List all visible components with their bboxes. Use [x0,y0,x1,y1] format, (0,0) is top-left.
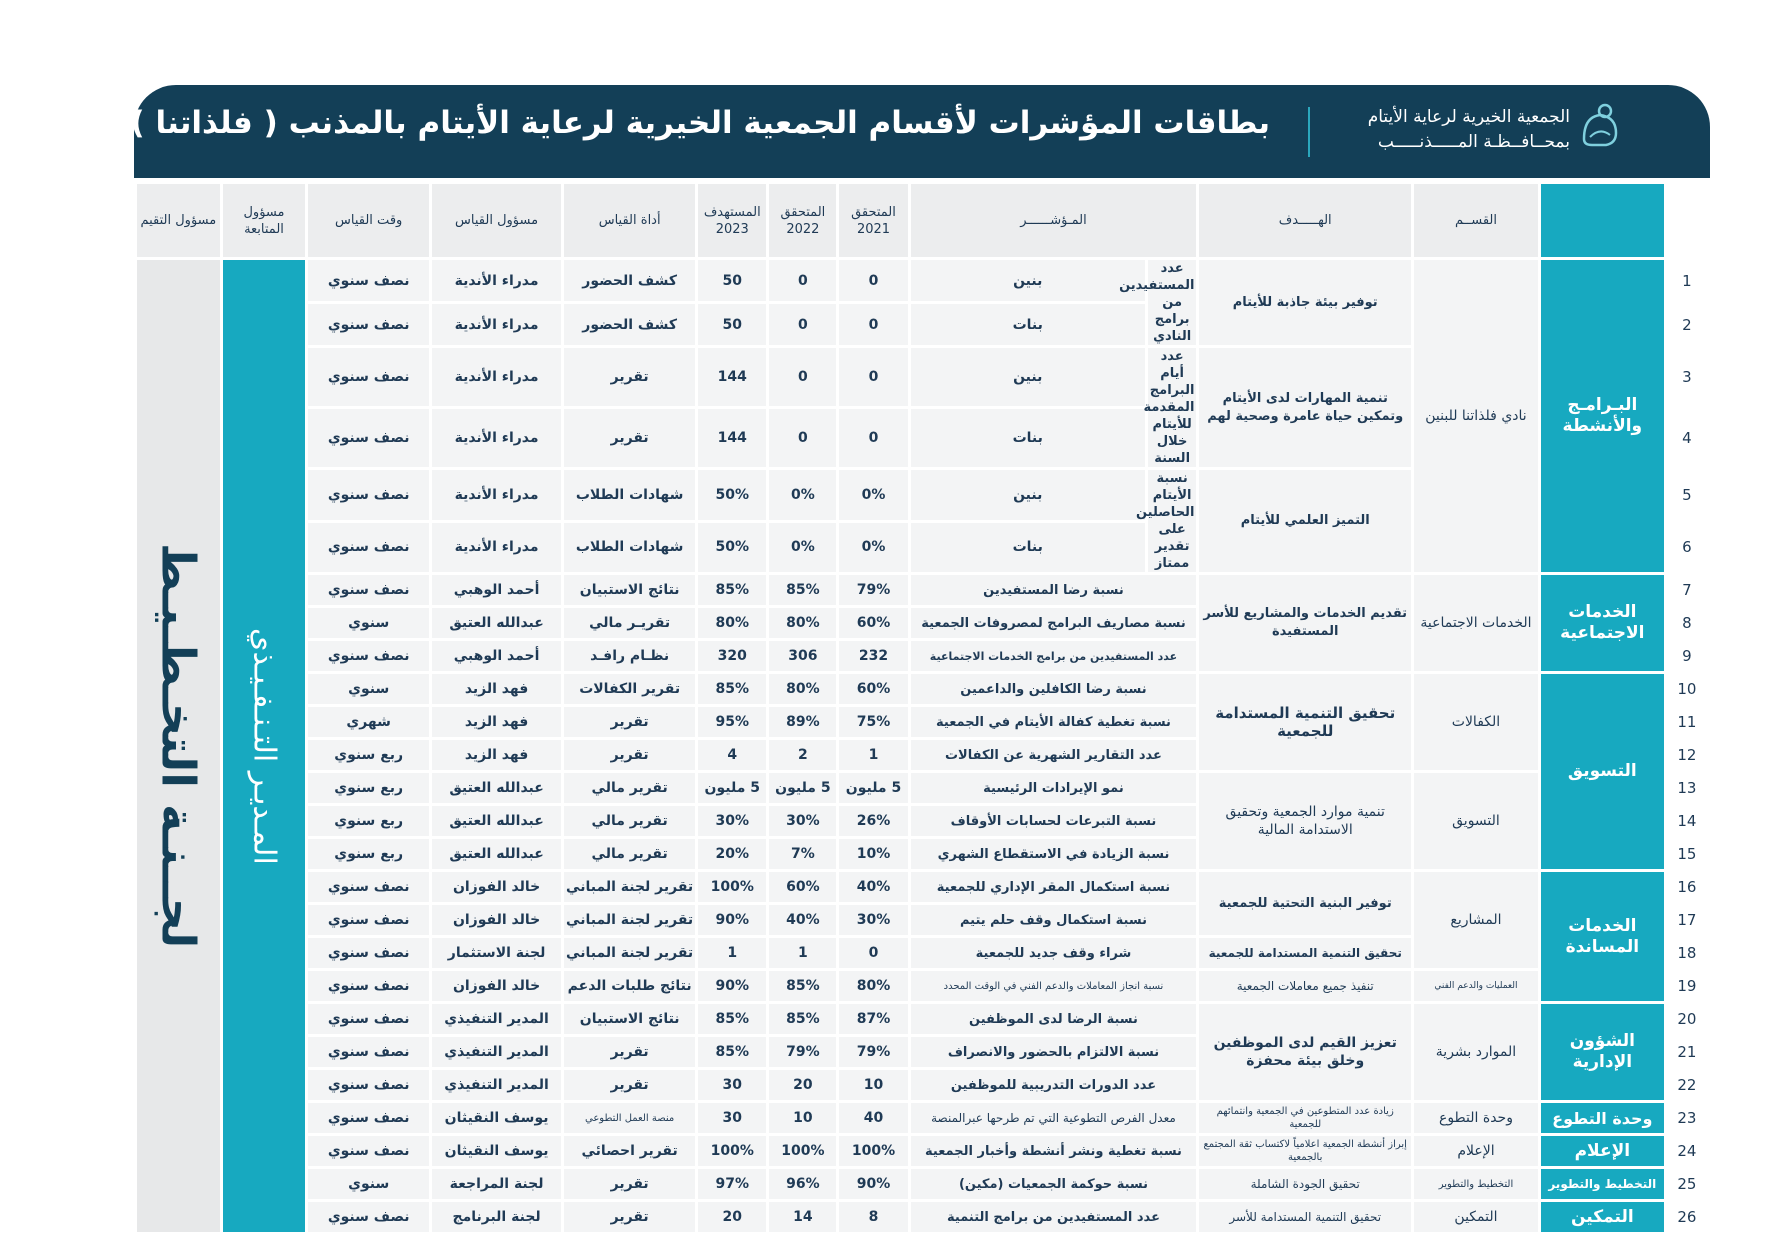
row-number: 15 [1667,839,1707,869]
row-number: 3 [1667,348,1707,406]
measure-time-cell: نصف سنوي [308,641,429,671]
table-row [137,773,1707,803]
target-2023-cell: 95% [698,707,766,737]
table-row [137,971,1707,1001]
indicator-cell: معدل الفرص التطوعية التي تم طرحها عبرالمنصة [911,1103,1197,1133]
target-2023-cell: 50 [698,260,766,301]
achieved-2021-cell: 0 [839,409,907,467]
achieved-2021-cell: 5 مليون [839,773,907,803]
gender-cell: بنين [911,348,1145,406]
row-number: 14 [1667,806,1707,836]
indicator-cell: نسبة الرضا لدى الموظفين [911,1004,1197,1034]
achieved-2021-cell: 8 [839,1202,907,1232]
target-2023-cell: 80% [698,608,766,638]
measure-tool-cell: تقرير [564,1070,695,1100]
measure-time-cell: ربع سنوي [308,740,429,770]
table-row [137,872,1707,902]
achieved-2021-cell: 100% [839,1136,907,1166]
header-bar [0,85,1710,178]
section-cell: وحدة التطوع [1414,1103,1538,1133]
org-name-line2: بمحــافــظـة المـــــذنـــــب [1377,132,1570,152]
table-row [137,1136,1707,1166]
measure-owner-cell: يوسف النقيثان [432,1103,561,1133]
measure-owner-cell: المدير التنفيذي [432,1004,561,1034]
measure-tool-cell: تقرير لجنة المباني [564,905,695,935]
row-number: 16 [1667,872,1707,902]
measure-owner-cell: أحمد الوهبي [432,575,561,605]
achieved-2021-cell: 232 [839,641,907,671]
achieved-2022-cell: 14 [769,1202,836,1232]
target-2023-cell: 320 [698,641,766,671]
indicator-cell: نسبة تغطية ونشر أنشطة وأخبار الجمعية [911,1136,1197,1166]
achieved-2021-cell: 80% [839,971,907,1001]
col-header-achieved-2021: المتحقق 2021 [839,184,907,257]
achieved-2021-cell: 75% [839,707,907,737]
achieved-2021-cell: 10% [839,839,907,869]
measure-owner-cell: مدراء الأندية [432,409,561,467]
measure-time-cell: نصف سنوي [308,1202,429,1232]
indicator-cell: عدد المستفيدين من برامج النادي [1119,261,1195,344]
indicator-cell: نسبة رضا الكافلين والداعمين [911,674,1197,704]
measure-owner-cell: لجنة المراجعة [432,1169,561,1199]
indicator-cell: نسبة انجاز المعاملات والدعم الفني في الوقت المحدد [911,971,1197,1001]
achieved-2021-cell: 26% [839,806,907,836]
row-number: 9 [1667,641,1707,671]
target-2023-cell: 20% [698,839,766,869]
achieved-2021-cell: 79% [839,575,907,605]
goal-cell: توفير بيئة جاذبة للأيتام [1199,260,1411,345]
achieved-2022-cell: 40% [769,905,836,935]
gender-cell: بنين [911,470,1145,520]
achieved-2022-cell: 10 [769,1103,836,1133]
measure-time-cell: شهري [308,707,429,737]
measure-owner-cell: خالد الفوزان [432,905,561,935]
table-row [137,1004,1707,1034]
header-divider [1308,107,1310,157]
section-cell: التسويق [1414,773,1538,869]
achieved-2022-cell: 89% [769,707,836,737]
achieved-2022-cell: 85% [769,575,836,605]
achieved-2021-cell: 60% [839,674,907,704]
target-2023-cell: 50% [698,470,766,520]
measure-tool-cell: تقرير [564,1202,695,1232]
target-2023-cell: 1 [698,938,766,968]
measure-time-cell: نصف سنوي [308,1037,429,1067]
achieved-2022-cell: 1 [769,938,836,968]
achieved-2022-cell: 85% [769,1004,836,1034]
col-header-achieved-2022: المتحقق 2022 [769,184,836,257]
table-row [137,575,1707,605]
measure-owner-cell: مدراء الأندية [432,304,561,345]
measure-owner-cell: لجنة البرنامج [432,1202,561,1232]
col-header-section: القســم [1414,184,1538,257]
goal-cell: تقديم الخدمات والمشاريع للأسر المستفيدة [1199,575,1411,671]
target-2023-cell: 30 [698,1070,766,1100]
measure-time-cell: نصف سنوي [308,905,429,935]
department-cell: التخطيط والتطوير [1541,1169,1664,1199]
target-2023-cell: 144 [698,348,766,406]
achieved-2021-cell: 0 [839,938,907,968]
target-2023-cell: 85% [698,674,766,704]
target-2023-cell: 5 مليون [698,773,766,803]
achieved-2021-cell: 87% [839,1004,907,1034]
measure-owner-cell: عبدالله العتيق [432,806,561,836]
measure-owner-cell: المدير التنفيذي [432,1037,561,1067]
measure-owner-cell: عبدالله العتيق [432,608,561,638]
measure-tool-cell: نظـام رافـد [564,641,695,671]
achieved-2022-cell: 0 [769,409,836,467]
measure-owner-cell: عبدالله العتيق [432,839,561,869]
achieved-2022-cell: 30% [769,806,836,836]
measure-time-cell: نصف سنوي [308,1103,429,1133]
row-number: 5 [1667,470,1707,520]
indicator-cell: عدد المستفيدين من برامج الخدمات الاجتماعية [911,641,1197,671]
goal-cell: تحقيق التنمية المستدامة للجمعية [1199,938,1411,968]
goal-cell: توفير البنية التحتية للجمعية [1199,872,1411,935]
row-number: 20 [1667,1004,1707,1034]
target-2023-cell: 100% [698,872,766,902]
row-number: 11 [1667,707,1707,737]
row-number: 12 [1667,740,1707,770]
col-header-target-2023: المستهدف 2023 [698,184,766,257]
measure-tool-cell: تقرير لجنة المباني [564,938,695,968]
indicator-cell: نسبة التبرعات لحسابات الأوقاف [911,806,1197,836]
table-row [137,260,1707,301]
col-header-evaluator: مسؤول التقيم [137,184,220,257]
goal-cell: التميز العلمي للأيتام [1199,470,1411,572]
department-cell: الشؤون الإدارية [1541,1004,1664,1100]
measure-tool-cell: تقرير [564,1169,695,1199]
measure-tool-cell: نتائج الاستبيان [564,575,695,605]
row-number: 7 [1667,575,1707,605]
measure-tool-cell: منصة العمل التطوعي [564,1103,695,1133]
achieved-2022-cell: 60% [769,872,836,902]
section-cell: الخدمات الاجتماعية [1414,575,1538,671]
measure-tool-cell: شهادات الطلاب [564,470,695,520]
achieved-2021-cell: 40 [839,1103,907,1133]
department-cell: التمكين [1541,1202,1664,1232]
achieved-2021-cell: 0 [839,304,907,345]
measure-owner-cell: يوسف النقيثان [432,1136,561,1166]
achieved-2021-cell: 90% [839,1169,907,1199]
measure-time-cell: ربع سنوي [308,839,429,869]
col-header-follow-up: مسؤول المتابعة [223,184,306,257]
evaluator-cell [137,260,220,1232]
row-number: 13 [1667,773,1707,803]
goal-cell: زيادة عدد المتطوعين في الجمعية وانتمائهم للجمعية [1199,1103,1411,1133]
department-cell: الخدمات الاجتماعية [1541,575,1664,671]
target-2023-cell: 30% [698,806,766,836]
table-row [137,1202,1707,1232]
row-number: 25 [1667,1169,1707,1199]
indicator-cell: نسبة استكمال المقر الإداري للجمعية [911,872,1197,902]
measure-tool-cell: تقرير [564,409,695,467]
measure-time-cell: نصف سنوي [308,575,429,605]
col-header-goal: الهـــــدف [1199,184,1411,257]
col-header-department [1541,184,1664,257]
section-cell: التخطيط والتطوير [1414,1169,1538,1199]
target-2023-cell: 50% [698,523,766,573]
follow-up-label: المـديـر التـنـفـيـذي [246,627,282,865]
achieved-2022-cell: 85% [769,971,836,1001]
target-2023-cell: 50 [698,304,766,345]
measure-time-cell: نصف سنوي [308,1004,429,1034]
indicator-cell: نسبة استكمال وقف حلم يتيم [911,905,1197,935]
gender-cell: بنات [911,409,1145,467]
measure-time-cell: سنوي [308,1169,429,1199]
goal-cell: تنفيذ جميع معاملات الجمعية [1199,971,1411,1001]
measure-tool-cell: نتائج الاستبيان [564,1004,695,1034]
measure-owner-cell: فهد الزيد [432,674,561,704]
col-header-measure-tool: أداة القياس [564,184,695,257]
measure-time-cell: نصف سنوي [308,938,429,968]
row-number: 4 [1667,409,1707,467]
achieved-2021-cell: 60% [839,608,907,638]
row-number: 21 [1667,1037,1707,1067]
measure-owner-cell: خالد الفوزان [432,971,561,1001]
section-cell: الكفالات [1414,674,1538,770]
measure-owner-cell: أحمد الوهبي [432,641,561,671]
measure-tool-cell: تقرير مالي [564,773,695,803]
measure-tool-cell: شهادات الطلاب [564,523,695,573]
indicator-cell: نسبة الأيتام الحاصلين على تقدير ممتاز [1135,471,1195,571]
measure-time-cell: ربع سنوي [308,806,429,836]
measure-time-cell: نصف سنوي [308,470,429,520]
section-cell: الموارد بشرية [1414,1004,1538,1100]
indicator-cell: نسبة الالتزام بالحضور والانصراف [911,1037,1197,1067]
measure-time-cell: نصف سنوي [308,971,429,1001]
indicator-cell: شراء وقف جديد للجمعية [911,938,1197,968]
measure-time-cell: نصف سنوي [308,409,429,467]
row-number: 22 [1667,1070,1707,1100]
measure-owner-cell: مدراء الأندية [432,348,561,406]
measure-tool-cell: تقرير [564,348,695,406]
achieved-2022-cell: 20 [769,1070,836,1100]
achieved-2022-cell: 96% [769,1169,836,1199]
department-cell: الخدمات المساندة [1541,872,1664,1001]
department-cell: البـرامـج والأنشطة [1541,260,1664,572]
page-title: بطاقات المؤشرات لأقسام الجمعية الخيرية لرعاية الأيتام بالمذنب ( فلذاتنا ) 2023 م [0,105,1270,141]
measure-tool-cell: تقريـر مالي [564,608,695,638]
achieved-2022-cell: 2 [769,740,836,770]
measure-tool-cell: كشف الحضور [564,304,695,345]
target-2023-cell: 20 [698,1202,766,1232]
gender-cell: بنات [911,523,1145,573]
achieved-2022-cell: 80% [769,608,836,638]
achieved-2022-cell: 79% [769,1037,836,1067]
achieved-2021-cell: 10 [839,1070,907,1100]
measure-tool-cell: تقرير الكفالات [564,674,695,704]
measure-tool-cell: تقرير لجنة المباني [564,872,695,902]
org-name [1368,105,1570,155]
gender-cell: بنات [911,304,1145,345]
goal-cell: تحقيق الجودة الشاملة [1199,1169,1411,1199]
target-2023-cell: 100% [698,1136,766,1166]
indicator-cell: عدد الدورات التدريبية للموظفين [911,1070,1197,1100]
section-cell: العمليات والدعم الفني [1414,971,1538,1001]
measure-time-cell: سنوي [308,608,429,638]
section-cell: الإعلام [1414,1136,1538,1166]
measure-tool-cell: نتائج طلبات الدعم [564,971,695,1001]
target-2023-cell: 90% [698,905,766,935]
department-cell: الإعلام [1541,1136,1664,1166]
achieved-2022-cell: 0 [769,304,836,345]
indicator-cell: نسبة رضا المستفيدين [911,575,1197,605]
achieved-2022-cell: 0 [769,260,836,301]
achieved-2022-cell: 0 [769,348,836,406]
col-header-measure-time: وقت القياس [308,184,429,257]
measure-time-cell: سنوي [308,674,429,704]
department-cell: التسويق [1541,674,1664,869]
measure-time-cell: نصف سنوي [308,348,429,406]
achieved-2021-cell: 0% [839,523,907,573]
goal-cell: تنمية المهارات لدى الأيتام وتمكين حياة عامرة وصحية لهم [1199,348,1411,467]
target-2023-cell: 85% [698,1037,766,1067]
measure-time-cell: ربع سنوي [308,773,429,803]
org-logo [1578,99,1624,159]
indicator-cell: عدد المستفيدين من برامج التنمية [911,1202,1197,1232]
row-number: 6 [1667,523,1707,573]
achieved-2021-cell: 0% [839,470,907,520]
table-header-row [137,184,1707,257]
col-header-indicator: المـؤشــــــر [911,184,1197,257]
row-number: 23 [1667,1103,1707,1133]
achieved-2022-cell: 7% [769,839,836,869]
measure-tool-cell: تقرير مالي [564,839,695,869]
achieved-2022-cell: 100% [769,1136,836,1166]
row-number: 18 [1667,938,1707,968]
measure-time-cell: نصف سنوي [308,523,429,573]
goal-cell: إبراز أنشطة الجمعية اعلامياً لاكتساب ثقة المجتمع بالجمعية [1199,1136,1411,1166]
measure-owner-cell: فهد الزيد [432,707,561,737]
department-cell: وحدة التطوع [1541,1103,1664,1133]
row-number: 1 [1667,260,1707,301]
measure-owner-cell: مدراء الأندية [432,260,561,301]
indicator-cell: نسبة الزيادة في الاستقطاع الشهري [911,839,1197,869]
follow-up-cell [223,260,306,1232]
target-2023-cell: 144 [698,409,766,467]
achieved-2021-cell: 30% [839,905,907,935]
target-2023-cell: 85% [698,575,766,605]
target-2023-cell: 85% [698,1004,766,1034]
measure-owner-cell: مدراء الأندية [432,523,561,573]
measure-owner-cell: عبدالله العتيق [432,773,561,803]
indicator-cell: نسبة تغطية كفالة الأيتام في الجمعية [911,707,1197,737]
measure-owner-cell: مدراء الأندية [432,470,561,520]
row-number: 19 [1667,971,1707,1001]
target-2023-cell: 4 [698,740,766,770]
goal-cell: تحقيق التنمية المستدامة للأسر [1199,1202,1411,1232]
measure-time-cell: نصف سنوي [308,304,429,345]
achieved-2021-cell: 40% [839,872,907,902]
achieved-2021-cell: 0 [839,260,907,301]
indicator-card [0,85,1710,1227]
achieved-2022-cell: 0% [769,523,836,573]
achieved-2022-cell: 80% [769,674,836,704]
row-number: 2 [1667,304,1707,345]
achieved-2022-cell: 0% [769,470,836,520]
gender-cell: بنين [911,260,1145,301]
measure-tool-cell: تقرير [564,707,695,737]
row-number: 24 [1667,1136,1707,1166]
table-row [137,1103,1707,1133]
measure-owner-cell: لجنة الاستثمار [432,938,561,968]
target-2023-cell: 90% [698,971,766,1001]
achieved-2022-cell: 5 مليون [769,773,836,803]
table-row [137,1169,1707,1199]
indicators-table [134,181,1710,1235]
col-header-measure-owner: مسؤول القياس [432,184,561,257]
measure-tool-cell: تقرير احصائي [564,1136,695,1166]
achieved-2021-cell: 1 [839,740,907,770]
table-row [137,674,1707,704]
section-cell: نادي فلذاتنا للبنين [1414,260,1538,572]
measure-tool-cell: كشف الحضور [564,260,695,301]
measure-tool-cell: تقرير [564,740,695,770]
indicator-cell: نسبة حوكمة الجمعيات (مكين) [911,1169,1197,1199]
measure-tool-cell: تقرير مالي [564,806,695,836]
goal-cell: تعزيز القيم لدى الموظفين وخلق بيئة محفزة [1199,1004,1411,1100]
measure-owner-cell: فهد الزيد [432,740,561,770]
indicator-cell: عدد أيام البرامج المقدمة للأيتام خلال السنة [1143,349,1195,466]
achieved-2021-cell: 79% [839,1037,907,1067]
row-number: 8 [1667,608,1707,638]
target-2023-cell: 30 [698,1103,766,1133]
row-number: 26 [1667,1202,1707,1232]
measure-owner-cell: خالد الفوزان [432,872,561,902]
measure-time-cell: نصف سنوي [308,1070,429,1100]
indicator-cell: نسبة مصاريف البرامج لمصروفات الجمعية [911,608,1197,638]
row-number: 10 [1667,674,1707,704]
measure-time-cell: نصف سنوي [308,872,429,902]
row-number: 17 [1667,905,1707,935]
indicator-cell: عدد التقارير الشهرية عن الكفالات [911,740,1197,770]
measure-time-cell: نصف سنوي [308,260,429,301]
goal-cell: تحقيق التنمية المستدامة للجمعية [1199,674,1411,770]
achieved-2022-cell: 306 [769,641,836,671]
evaluator-label: لجــنـة التخـطـيـط [151,543,206,949]
measure-tool-cell: تقرير [564,1037,695,1067]
goal-cell: تنمية موارد الجمعية وتحقيق الاستدامة المالية [1199,773,1411,869]
indicator-cell: نمو الإيرادات الرئيسية [911,773,1197,803]
org-name-line1: الجمعية الخيرية لرعاية الأيتام [1367,107,1570,127]
measure-owner-cell: المدير التنفيذي [432,1070,561,1100]
achieved-2021-cell: 0 [839,348,907,406]
target-2023-cell: 97% [698,1169,766,1199]
section-cell: التمكين [1414,1202,1538,1232]
col-header-number [1667,184,1707,257]
measure-time-cell: نصف سنوي [308,1136,429,1166]
section-cell: المشاريع [1414,872,1538,968]
